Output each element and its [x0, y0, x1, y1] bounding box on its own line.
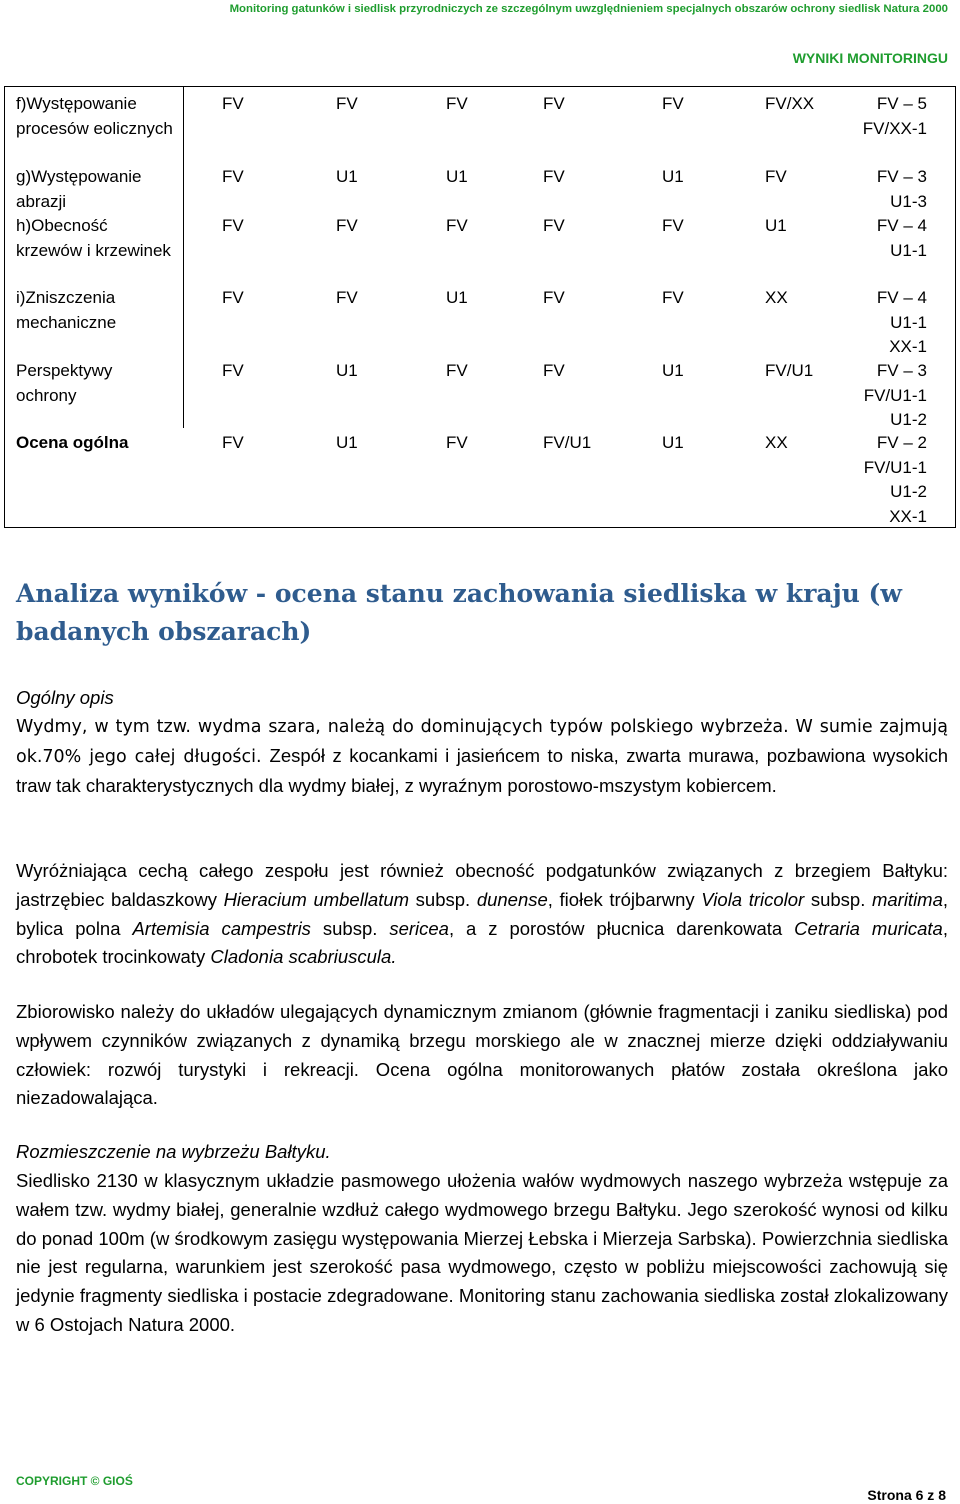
table-cell: FV [336, 94, 358, 113]
table-cell: XX [765, 288, 788, 307]
subsection-title-general: Ogólny opis [16, 687, 114, 708]
paragraph-general-3: Zbiorowisko należy do układów ulegających dynamicznym zmianom (głównie fragmentacji i zaniku siedliska) pod wpływem czynników związanych z dynamiką brzegu morskiego ale w znacznej mierze dzięki oddziaływaniu człowiek: rozwój turystyki i rekreacji. Ocena ogólna monitorowanych płatów została określona jako niezadowalająca. [16, 1001, 948, 1109]
table-cell: FV [543, 167, 565, 186]
table-cell: FV [662, 288, 684, 307]
paragraph-general-2: Wyróżniająca cechą całego zespołu jest również obecność podgatunków związanych z brzegiem Bałtyku: jastrzębiec baldaszkowy Hieracium umbellatum subsp. dunense, fiołek trójbarwny Viola tricolor subsp. maritima, bylica polna Artemisia campestris subsp. sericea, a z porostów płucnica darenkowata Cetraria muricata, chrobotek trocinkowaty Cladonia scabriuscula. [16, 860, 949, 968]
section-label: WYNIKI MONITORINGU [792, 50, 948, 66]
table-cell: FV [336, 216, 358, 235]
table-cell: U1 [662, 361, 684, 380]
table-cell: U1 [446, 288, 468, 307]
table-cell: FV [765, 167, 787, 186]
table-cell: U1 [446, 167, 468, 186]
section-heading: Analiza wyników - ocena stanu zachowania siedliska w kraju (w badanych obszarach) [16, 579, 902, 646]
table-cell: FV [446, 216, 468, 235]
table-cell: U1 [765, 216, 787, 235]
table-cell: FV/U1 [543, 433, 592, 452]
table-cell: FV [222, 94, 244, 113]
summary-cell: FV – 4 U1-1 XX-1 [876, 288, 927, 356]
table-cell: FV [222, 167, 244, 186]
summary-cell: FV – 4 U1-1 [876, 216, 927, 260]
table-cell: FV [222, 288, 244, 307]
table-cell: FV [543, 216, 565, 235]
row-label: g)Występowanie abrazji [16, 167, 142, 211]
row-label: i)Zniszczenia mechaniczne [16, 288, 117, 332]
row-label: f)Występowanie procesów eolicznych [16, 94, 173, 138]
row-label: h)Obecność krzewów i krzewinek [16, 216, 171, 260]
table-cell: FV [446, 94, 468, 113]
table-cell: U1 [336, 361, 358, 380]
table-cell: FV [222, 433, 244, 452]
copyright-notice: COPYRIGHT © GIOŚ [16, 1474, 133, 1488]
table-cell: FV/U1 [765, 361, 814, 380]
table-cell: FV [222, 361, 244, 380]
summary-cell: FV – 3 U1-3 [876, 167, 927, 211]
summary-cell: FV – 2 FV/U1-1 U1-2 XX-1 [863, 433, 927, 526]
table-cell: FV [446, 433, 468, 452]
summary-cell: FV – 3 FV/U1-1 U1-2 [863, 361, 927, 429]
page-number: Strona 6 z 8 [867, 1487, 946, 1503]
table-cell: U1 [336, 167, 358, 186]
paragraph-distribution: Siedlisko 2130 w klasycznym układzie pasmowego ułożenia wałów wydmowych naszego wybrzeża wstępuje za wałem tzw. wydmy białej, generalnie wzdłuż całego wydmowego brzegu Bałtyku. Jego szerokość wynosi od kilku do ponad 100m (w środkowym zasięgu występowania Mierzej Łebska i Mierzeja Sarbska). Powierzchnia siedliska nie jest regularna, warunkiem jest szerokość pasa wydmowego, często w pobliżu miejscowości zachowują się jedynie fragmenty siedliska i postacie zdegradowane. Monitoring stanu zachowania siedliska został zlokalizowany w 6 Ostojach Natura 2000. [16, 1170, 948, 1335]
document-header-title: Monitoring gatunków i siedlisk przyrodniczych ze szczególnym uwzględnieniem specjalnych obszarów ochrony siedlisk Natura 2000 [229, 3, 948, 15]
table-cell: FV [543, 361, 565, 380]
table-cell: FV [222, 216, 244, 235]
subsection-title-distribution: Rozmieszczenie na wybrzeżu Bałtyku. [16, 1141, 331, 1162]
table-cell: FV [662, 216, 684, 235]
row-label: Perspektywy ochrony [16, 361, 113, 405]
summary-cell: FV – 5 FV/XX-1 [862, 94, 927, 138]
table-column-divider [183, 86, 184, 428]
table-cell: FV [446, 361, 468, 380]
table-cell: U1 [336, 433, 358, 452]
table-cell: U1 [662, 167, 684, 186]
table-cell: XX [765, 433, 788, 452]
table-cell: FV [543, 288, 565, 307]
table-cell: FV [336, 288, 358, 307]
table-cell: FV/XX [765, 94, 815, 113]
table-cell: FV [662, 94, 684, 113]
row-label-overall: Ocena ogólna [16, 433, 129, 452]
table-cell: U1 [662, 433, 684, 452]
paragraph-general-1: Wydmy, w tym tzw. wydma szara, należą do dominujących typów polskiego wybrzeża. W sumie zajmują ok.70% jego całej długości. Zespół z kocankami i jasieńcem to niska, zwarta murawa, pozbawiona wysokich traw tak charakterystycznych dla wydmy białej, z wyraźnym porostowo-mszystym kobiercem. [16, 717, 948, 796]
table-cell: FV [543, 94, 565, 113]
